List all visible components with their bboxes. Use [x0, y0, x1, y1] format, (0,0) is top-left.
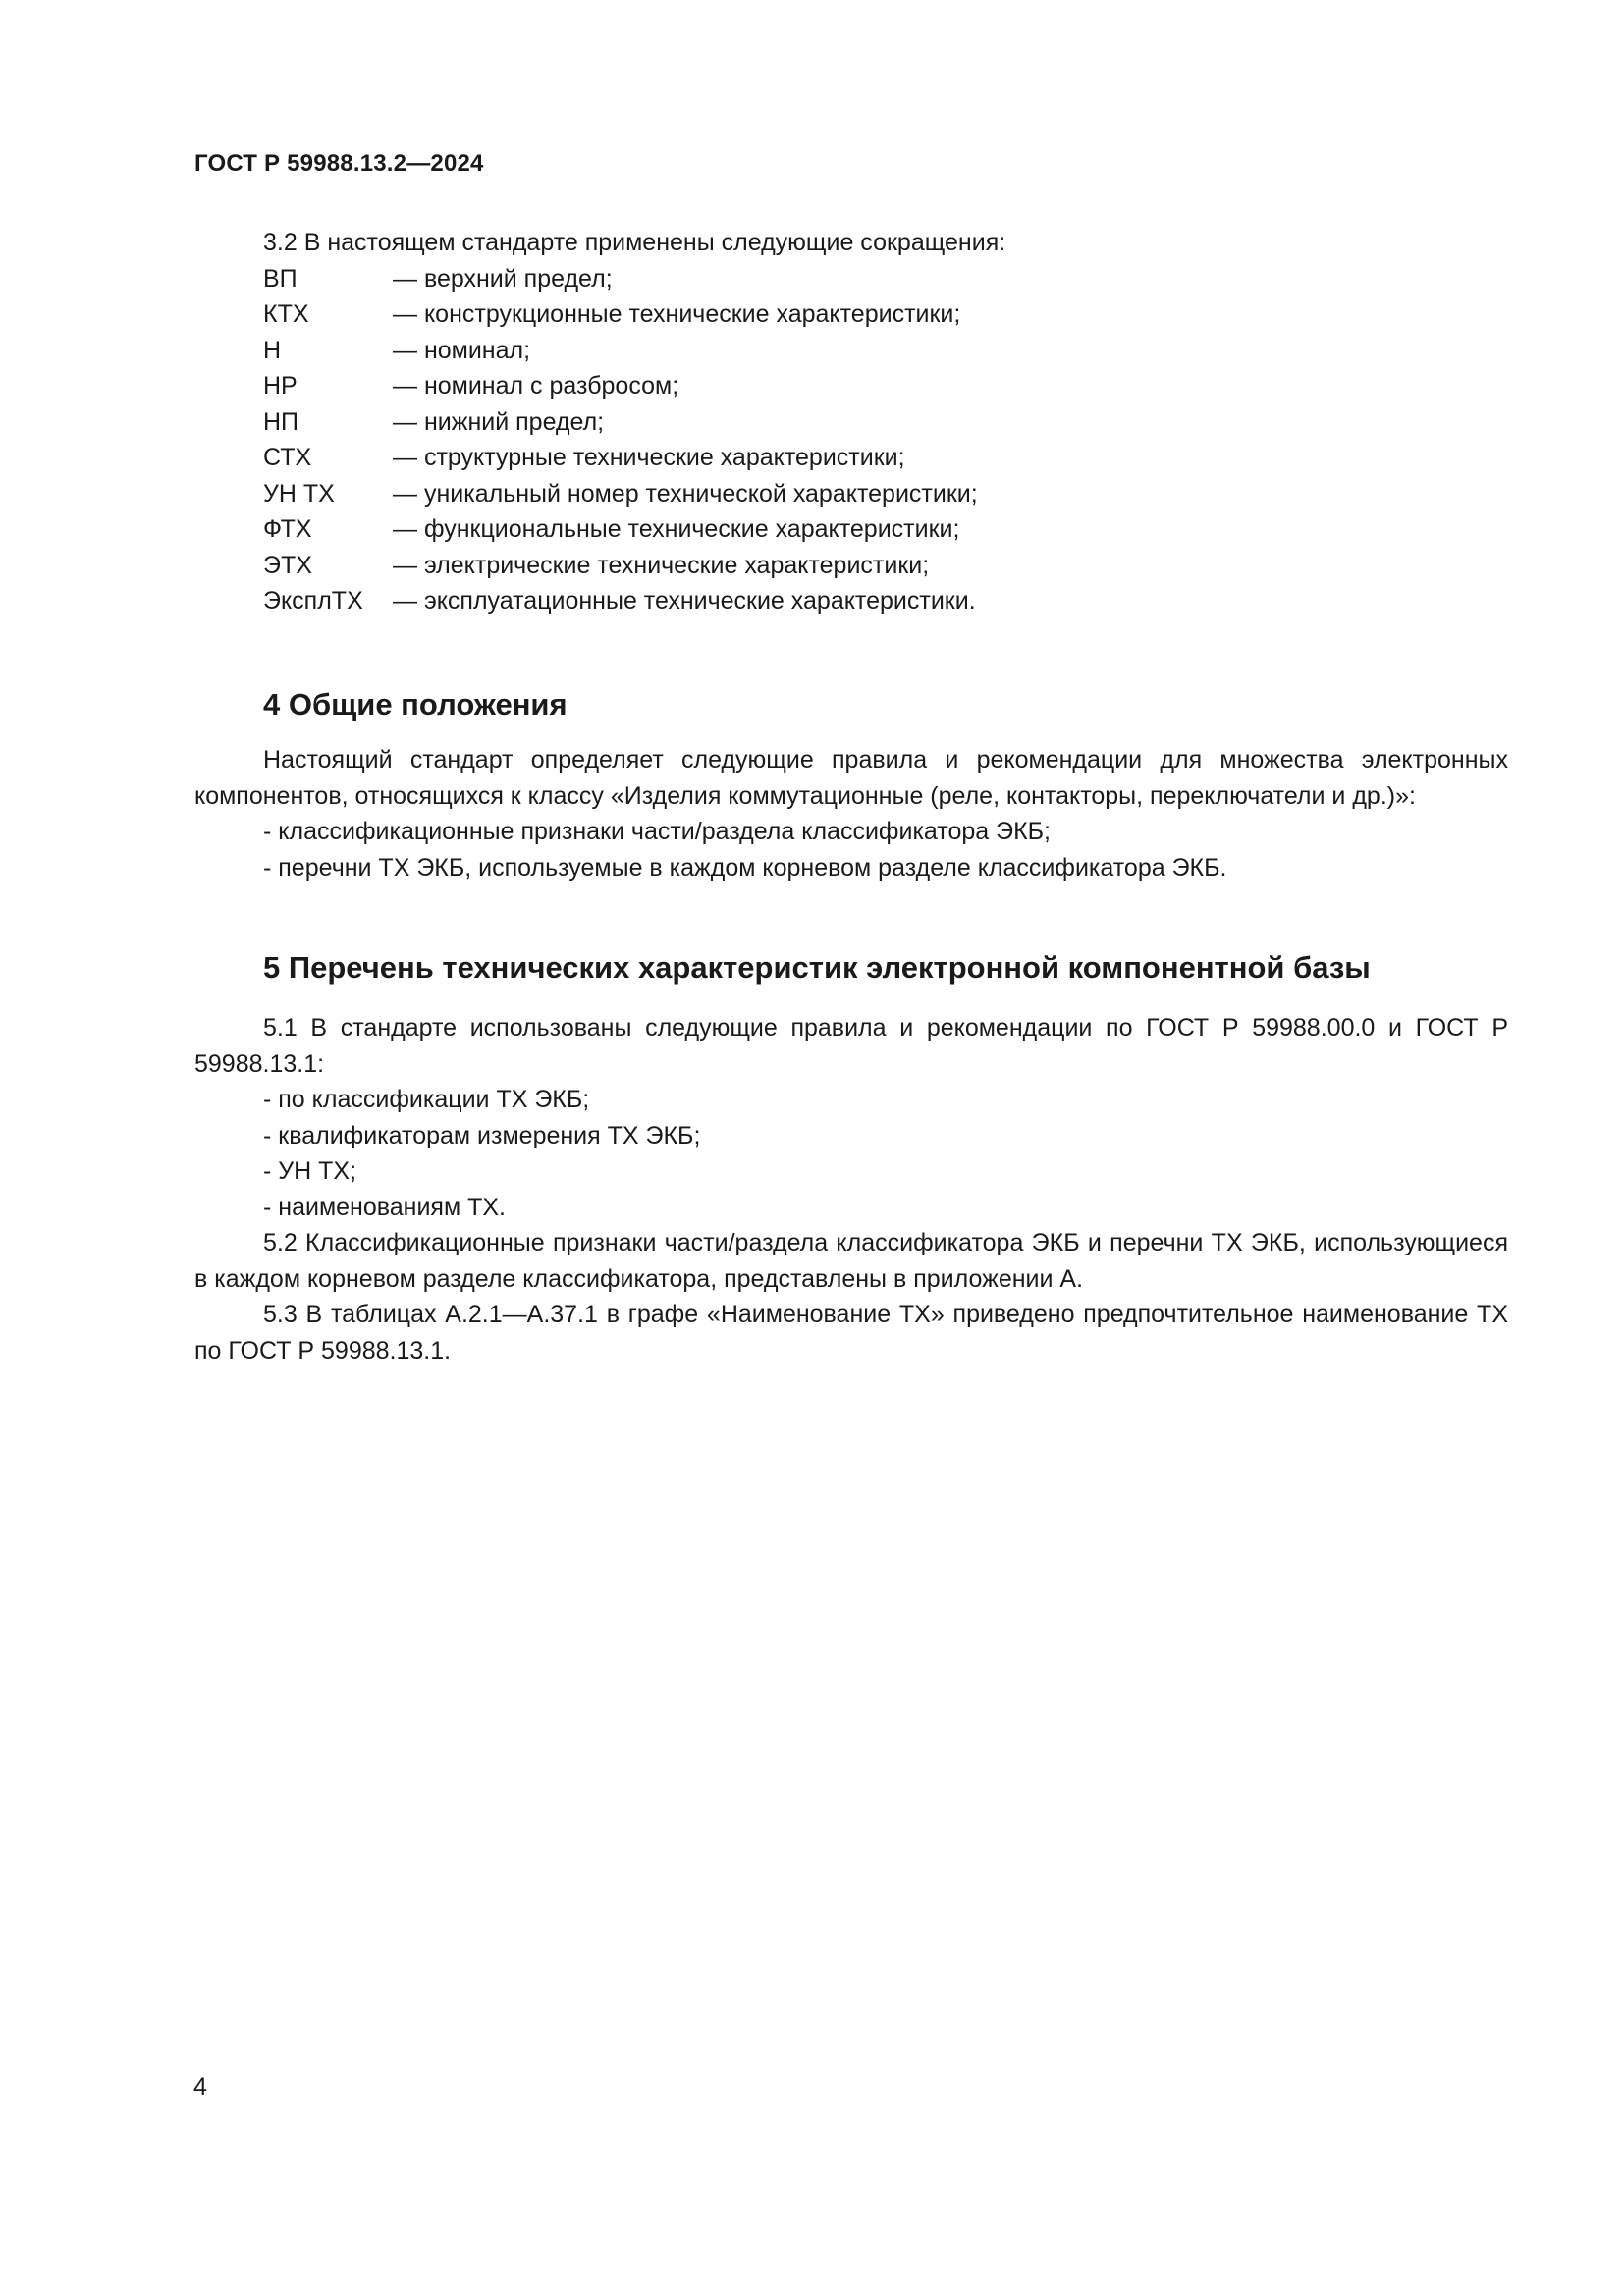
abbreviation-value: — эксплуатационные технические характеристики. [393, 587, 976, 614]
abbreviation-key: УН ТХ [263, 479, 335, 507]
paragraph-5-2: 5.2 Классификационные признаки части/раздела классификатора ЭКБ и перечни ТХ ЭКБ, использующиеся в каждом корневом разделе классификатора, представлены в приложении А. [194, 1229, 1508, 1293]
list-item: - УН ТХ; [263, 1157, 357, 1185]
abbreviation-value: — конструкционные технические характеристики; [393, 300, 961, 328]
list-item: - наименованиям ТХ. [263, 1193, 506, 1221]
abbreviation-key: Н [263, 336, 282, 364]
list-item: - перечни ТХ ЭКБ, используемые в каждом корневом разделе классификатора ЭКБ. [263, 853, 1227, 881]
page-number: 4 [193, 2073, 207, 2101]
section-4-heading: 4 Общие положения [263, 687, 568, 721]
abbreviation-value: — электрические технические характеристики; [393, 551, 930, 579]
abbreviation-row [194, 404, 1508, 441]
abbreviation-key: ФТХ [263, 515, 312, 543]
list-item: - квалификаторам измерения ТХ ЭКБ; [263, 1121, 701, 1149]
abbreviation-row [194, 333, 1508, 369]
abbreviation-key: СТХ [263, 444, 312, 471]
paragraph-5-1: 5.1 В стандарте использованы следующие правила и рекомендации по ГОСТ Р 59988.00.0 и ГОСТ Р 59988.13.1: [194, 1014, 1508, 1078]
abbreviation-key: ВП [263, 264, 298, 293]
abbreviation-row [194, 511, 1508, 548]
abbreviation-row [194, 296, 1508, 333]
abbreviation-row [194, 368, 1508, 404]
section-5-heading: 5 Перечень технических характеристик электронной компонентной базы [263, 950, 1371, 985]
abbreviation-value: — верхний предел; [393, 264, 613, 293]
paragraph-5-3: 5.3 В таблицах А.2.1—А.37.1 в графе «Наименование ТХ» приведено предпочтительное наименование ТХ по ГОСТ Р 59988.13.1. [194, 1301, 1508, 1364]
abbreviation-row [194, 548, 1508, 584]
abbreviation-row [194, 476, 1508, 512]
abbreviation-key: ЭксплТХ [263, 587, 363, 614]
abbreviation-value: — нижний предел; [393, 407, 605, 436]
abbreviation-key: ЭТХ [263, 551, 312, 579]
abbreviation-row [194, 440, 1508, 476]
abbreviation-value: — номинал с разбросом; [393, 372, 679, 400]
abbreviation-row [194, 261, 1508, 297]
list-item: - по классификации ТХ ЭКБ; [263, 1086, 590, 1113]
document-header: ГОСТ Р 59988.13.2—2024 [194, 150, 484, 177]
abbreviations-intro: 3.2 В настоящем стандарте применены следующие сокращения: [263, 229, 1006, 256]
abbreviations-section [194, 225, 1508, 619]
abbreviation-key: НП [263, 407, 299, 436]
abbreviation-value: — номинал; [393, 336, 531, 364]
abbreviation-value: — уникальный номер технической характеристики; [393, 479, 978, 507]
abbreviation-key: КТХ [263, 300, 309, 328]
list-item: - классификационные признаки части/раздела классификатора ЭКБ; [263, 818, 1052, 845]
abbreviation-value: — структурные технические характеристики; [393, 444, 905, 471]
section-5-body [194, 1010, 1508, 1368]
section-4-body [194, 742, 1508, 885]
abbreviation-key: НР [263, 372, 298, 400]
section-4-paragraph: Настоящий стандарт определяет следующие правила и рекомендации для множества электронных компонентов, относящихся к классу «Изделия коммутационные (реле, контакторы, переключатели и др.)»: [194, 746, 1508, 810]
abbreviation-value: — функциональные технические характеристики; [393, 515, 960, 543]
abbreviation-row [194, 583, 1508, 619]
